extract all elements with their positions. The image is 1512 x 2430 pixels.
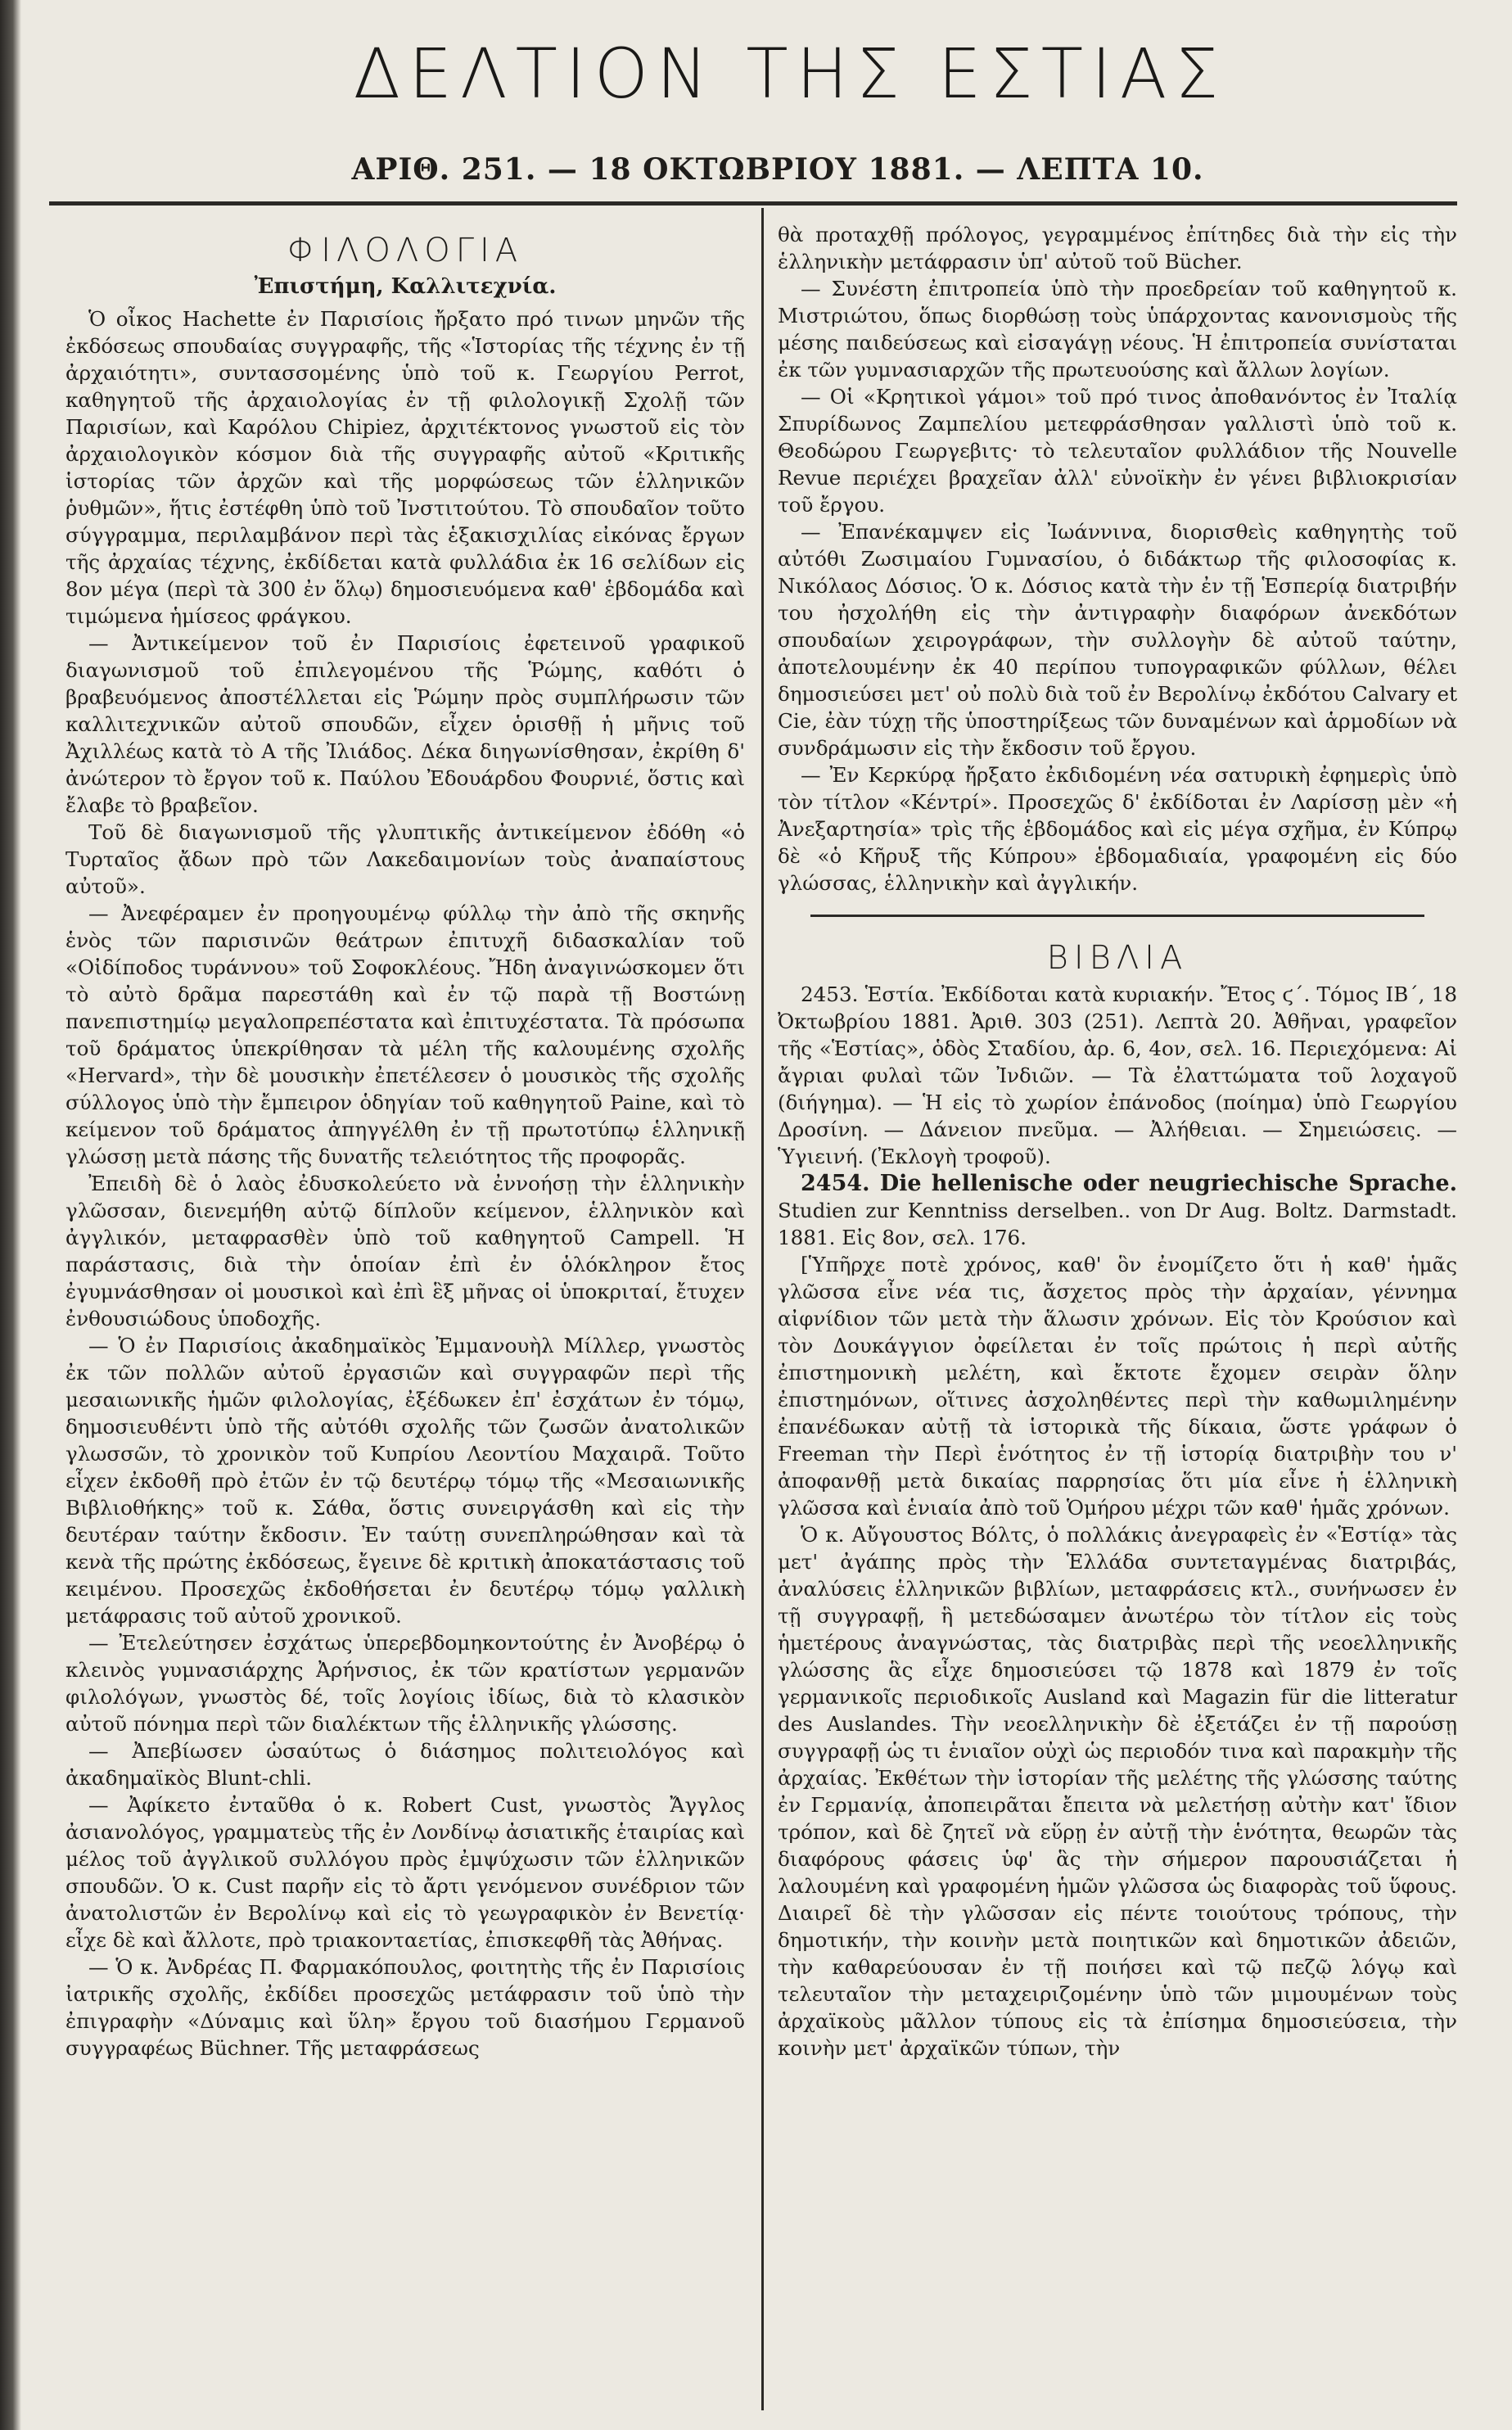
header-rule (49, 201, 1457, 206)
article-paragraph: — Ὁ ἐν Παρισίοις ἀκαδημαϊκὸς Ἐμμανουὴλ Μίλλερ, γνωστὸς ἐκ τῶν πολλῶν αὐτοῦ ἐργασιῶν καὶ συγγραφῶν περὶ τῆς μεσαιωνικῆς ἡμῶν φιλολογίας, ἐξέδωκεν ἐπ' ἐσχάτων ἐν τόμῳ, δημοσιευθέντι ὑπὸ τῆς αὐτόθι σχολῆς τῶν ζωσῶν ἀνατολικῶν γλωσσῶν, τὸ χρονικὸν τοῦ Κυπρίου Λεοντίου Μαχαιρᾶ. Τοῦτο εἶχεν ἐκδοθῆ πρὸ ἐτῶν ἐν τῷ δευτέρῳ τόμῳ τῆς «Μεσαιωνικῆς Βιβλιοθήκης» τοῦ κ. Σάθα, ὅστις συνειργάσθη καὶ εἰς τὴν δευτέραν ταύτην ἔκδοσιν. Ἐν ταύτῃ συνεπληρώθησαν καὶ τὰ κενὰ τῆς πρώτης ἐκδόσεως, ἔγεινε δὲ κριτικὴ ἀποκατάστασις τοῦ κειμένου. Προσεχῶς ἐκδοθήσεται ἐν δευτέρῳ τόμῳ γαλλικὴ μετάφρασις τοῦ αὐτοῦ χρονικοῦ. (65, 1334, 745, 1628)
article-paragraph: θὰ προταχθῇ πρόλογος, γεγραμμένος ἐπίτηδες διὰ τὴν εἰς τὴν ἑλληνικὴν μετάφρασιν ὑπ' αὐτοῦ τοῦ Bücher. (778, 223, 1457, 273)
section-heading-philology: ΦΙΛΟΛΟΓΙΑ (287, 232, 524, 269)
article-paragraph: Ὁ οἶκος Hachette ἐν Παρισίοις ἤρξατο πρό τινων μηνῶν τῆς ἐκδόσεως σπουδαίας συγγραφῆς, τῆς «Ἱστορίας τῆς τέχνης ἐν τῇ ἀρχαιότητι», συντασσομένης ὑπὸ τοῦ κ. Γεωργίου Perrot, καθηγητοῦ τῆς ἀρχαιολογίας ἐν τῇ φιλολογικῇ Σχολῇ τῶν Παρισίων, καὶ Καρόλου Chipiez, ἀρχιτέκτονος γνωστοῦ εἰς τὸν ἀρχαιολογικὸν κόσμον διὰ τῆς συγγραφῆς αὐτοῦ «Κριτικῆς ἱστορίας τῶν ἀρχῶν καὶ τῆς μορφώσεως τῶν ἑλληνικῶν ῥυθμῶν», ἥτις ἐστέφθη ὑπὸ τοῦ Ἰνστιτούτου. Τὸ σπουδαῖον τοῦτο σύγγραμμα, περιλαμβάνον περὶ τὰς ἑξακισχιλίας εἰκόνας ἔργων τῆς ἀρχαίας τέχνης, ἐκδίδεται κατὰ φυλλάδια ἐκ 16 σελίδων εἰς 8ον μέγα (περὶ τὰ 300 ἐν ὅλῳ) δημοσιευόμενα καθ' ἑβδομάδα καὶ τιμώμενα ἡμίσεος φράγκου. (65, 307, 745, 628)
article-paragraph: — Ἐτελεύτησεν ἐσχάτως ὑπερεβδομηκοντούτης ἐν Ἀνοβέρῳ ὁ κλεινὸς γυμνασιάρχης Ἀρήνσιος, ἐκ τῶν κρατίστων γερμανῶν φιλολόγων, γνωστὸς δέ, τοῖς λογίοις ἰδίως, διὰ τὸ κλασικὸν αὐτοῦ πόνημα περὶ τῶν διαλέκτων τῆς ἑλληνικῆς γλώσσης. (65, 1631, 745, 1736)
article-paragraph: Ἐπειδὴ δὲ ὁ λαὸς ἐδυσκολεύετο νὰ ἐννοήσῃ τὴν ἑλληνικὴν γλῶσσαν, διενεμήθη αὐτῷ δίπλοῦν κείμενον, ἑλληνικὸν καὶ ἀγγλικόν, μεταφρασθὲν ὑπὸ τοῦ καθηγητοῦ Campell. Ἡ παράστασις, διὰ τὴν ὁποίαν ἐπὶ ἐν ὁλόκληρον ἔτος ἐγυμνάσθησαν οἱ μουσικοὶ καὶ ἐπὶ ἓξ μῆνας οἱ ὑποκριταί, ἔτυχεν ἐνθουσιώδους ὑποδοχῆς. (65, 1172, 745, 1330)
article-paragraph: — Ἀπεβίωσεν ὡσαύτως ὁ διάσημος πολιτειολόγος καὶ ἀκαδημαϊκὸς Blunt-chli. (65, 1739, 745, 1790)
right-column (778, 221, 1457, 2391)
issue-line: ΑΡΙΘ. 251. — 18 ΟΚΤΩΒΡΙΟΥ 1881. — ΛΕΠΤΑ 10. (351, 152, 1204, 187)
article-paragraph: — Ἀνεφέραμεν ἐν προηγουμένῳ φύλλῳ τὴν ἀπὸ τῆς σκηνῆς ἑνὸς τῶν παρισινῶν θεάτρων ἐπιτυχῆ διδασκαλίαν τοῦ «Οἰδίποδος τυράννου» τοῦ Σοφοκλέους. Ἤδη ἀναγινώσκομεν ὅτι τὸ αὐτὸ δρᾶμα παρεστάθη καὶ ἐν τῷ παρὰ τῇ Βοστώνῃ πανεπιστημίῳ μεγαλοπρεπέστατα καὶ ἐπιτυχέστατα. Τὰ πρόσωπα τοῦ δράματος ὑπεκρίθησαν τὰ μέλη τῆς καλουμένης σχολῆς «Hervard», τὴν δὲ μουσικὴν ἐπετέλεσεν ὁ μουσικὸς τῆς σχολῆς σύλλογος ὑπὸ τὴν ἔμπειρον ὁδηγίαν τοῦ καθηγητοῦ Paine, καὶ τὸ κείμενον τοῦ δράματος ἀπηγγέλθη ἐν τῇ πρωτοτύπῳ ἑλληνικῇ γλώσσῃ μετὰ πάσης τῆς δυνατῆς τελειότητος τῆς προφορᾶς. (65, 901, 745, 1168)
article-paragraph: — Ἀντικείμενον τοῦ ἐν Παρισίοις ἐφετεινοῦ γραφικοῦ διαγωνισμοῦ τοῦ ἐπιλεγομένου τῆς Ῥώμης, καθότι ὁ βραβευόμενος ἀποστέλλεται εἰς Ῥώμην πρὸς συμπλήρωσιν τῶν καλλιτεχνικῶν αὐτοῦ σπουδῶν, εἶχεν ὁρισθῇ ἡ μῆνις τοῦ Ἀχιλλέως κατὰ τὸ Α τῆς Ἰλιάδος. Δέκα διηγωνίσθησαν, ἐκρίθη δ' ἀνώτερον τὸ ἔργον τοῦ κ. Παύλου Ἐδουάρδου Φουρνιέ, ὅστις καὶ ἔλαβε τὸ βραβεῖον. (65, 631, 745, 817)
column-divider (761, 208, 764, 2410)
article-paragraph: — Ἐπανέκαμψεν εἰς Ἰωάννινα, διορισθεὶς καθηγητὴς τοῦ αὐτόθι Ζωσιμαίου Γυμνασίου, ὁ διδάκτωρ τῆς φιλοσοφίας κ. Νικόλαος Δόσιος. Ὁ κ. Δόσιος κατὰ τὴν ἐν τῇ Ἑσπερίᾳ διατριβήν του ἠσχολήθη εἰς τὴν ἀντιγραφὴν διαφόρων ἀνεκδότων σπουδαίων χειρογράφων, τὴν συλλογὴν δὲ αὐτοῦ ταύτην, ἀποτελουμένην ἐκ 40 περίπου τυπογραφικῶν φύλλων, θέλει δημοσιεύσει μετ' οὐ πολὺ διὰ τοῦ ἐν Βερολίνῳ ἐκδότου Calvary et Cie, ἐὰν τύχῃ τῆς ὑποστηρίξεως τῶν δυναμένων καὶ ἁρμοδίων νὰ συνδράμωσιν εἰς τὴν ἔκδοσιν τοῦ ἔργου. (778, 520, 1457, 760)
section-separator (810, 915, 1424, 917)
article-paragraph: Ὁ κ. Αὔγουστος Βόλτς, ὁ πολλάκις ἀνεγραφεὶς ἐν «Ἑστίᾳ» τὰς μετ' ἀγάπης πρὸς τὴν Ἑλλάδα συντεταγμένας διατριβάς, ἀναλύσεις ἑλληνικῶν βιβλίων, μεταφράσεις κτλ., συνήνωσεν ἐν τῇ συγγραφῇ, ἣ μετεδώσαμεν ἀνωτέρω τὸν τίτλον εἰς τοὺς ἡμετέρους ἀναγνώστας, τὰς διατριβὰς περὶ τῆς νεοελληνικῆς γλώσσης ἃς εἶχε δημοσιεύσει τῷ 1878 καὶ 1879 ἐν τοῖς γερμανικοῖς περιοδικοῖς Ausland καὶ Magazin für die litteratur des Auslandes. Τὴν νεοελληνικὴν δὲ ἐξετάζει ἐν τῇ παρούσῃ συγγραφῇ ὡς τι ἑνιαῖον οὐχὶ ὡς περιοδόν τινα καὶ παρακμὴν τῆς ἀρχαίας. Ἐκθέτων τὴν ἱστορίαν τῆς μελέτης τῆς γλώσσης ταύτης ἐν Γερμανίᾳ, ἀποπειρᾶται ἔπειτα νὰ μελετήσῃ αὐτὴν κατ' ἴδιον τρόπον, καὶ δὲ ζητεῖ νὰ εὕρῃ ἐν αὐτῇ τὴν ἑνότητα, θεωρῶν τὰς διαφόρους φάσεις ὑφ' ἃς τὴν σήμερον παρουσιάζεται ἡ λαλουμένη καὶ γραφομένη ἡμῶν γλῶσσα ὡς διαφορὰς τοῦ ὕφους. Διαιρεῖ δὲ τὴν γλῶσσαν εἰς πέντε τοιούτους τρόπους, τὴν δημοτικήν, τὴν κοινὴν μετὰ ποιητικῶν καὶ δημοτικῶν ἀδειῶν, τὴν καθαρεύουσαν ἐν τῇ ποιήσει καὶ τῷ πεζῷ λόγῳ καὶ τελευταῖον τὴν μεταχειριζομένην ὑπὸ τῶν μιμουμένων τοὺς ἀρχαϊκοὺς μᾶλλον τύπους εἰς τὰ ἐπίσημα δημοσιεύσεια, τὴν κοινὴν μετ' ἀρχαϊκῶν τύπων, τὴν (778, 1523, 1457, 2060)
left-column (65, 221, 745, 2391)
article-paragraph: — Οἱ «Κρητικοὶ γάμοι» τοῦ πρό τινος ἀποθανόντος ἐν Ἰταλίᾳ Σπυρίδωνος Ζαμπελίου μετεφράσθησαν γαλλιστὶ ὑπὸ τοῦ κ. Θεοδώρου Γεωργεβιτς· τὸ τελευταῖον φυλλάδιον τῆς Nouvelle Revue περιέχει βραχεῖαν ἀλλ' εὐνοϊκὴν ἐν γένει βιβλιοκρισίαν τοῦ ἔργου. (778, 385, 1457, 517)
binding-edge (0, 0, 21, 2430)
article-paragraph: [Ὑπῆρχε ποτὲ χρόνος, καθ' ὃν ἐνομίζετο ὅτι ἡ καθ' ἡμᾶς γλῶσσα εἶνε νέα τις, ἄσχετος πρὸς τὴν ἀρχαίαν, γέννημα αἰφνίδιον τῶν μετὰ τὴν ἅλωσιν χρόνων. Εἰς τὸν Κρούσιον καὶ τὸν Δουκάγγιον ὀφείλεται ἐν τοῖς πρώτοις ἡ περὶ αὐτῆς ἐπιστημονικὴ μελέτη, καὶ ἔκτοτε ἔχομεν σειρὰν ὅλην ἐπιστημόνων, οἵτινες ἀσχοληθέντες περὶ τὴν καθωμιλημένην ἐπανέδωκαν αὐτῇ τὰ ἱστορικὰ τῆς δίκαια, ὥστε γράφων ὁ Freeman τὴν Περὶ ἑνότητος ἐν τῇ ἱστορίᾳ διατριβὴν του ν' ἀποφανθῇ μετὰ δικαίας παρρησίας ὅτι μία εἶνε ἡ ἑλληνικὴ γλῶσσα καὶ ἑνιαία ἀπὸ τοῦ Ὁμήρου μέχρι τῶν καθ' ἡμᾶς χρόνων. (778, 1253, 1457, 1520)
section-heading-books: ΒΙΒΛΙΑ (1046, 939, 1189, 977)
article-paragraph: — Ὁ κ. Ἀνδρέας Π. Φαρμακόπουλος, φοιτητὴς τῆς ἐν Παρισίοις ἰατρικῆς σχολῆς, ἐκδίδει προσεχῶς μετάφρασιν τοῦ ὑπὸ τὴν ἐπιγραφὴν «Δύναμις καὶ ὕλη» ἔργου τοῦ διασήμου Γερμανοῦ συγγραφέως Büchner. Τῆς μεταφράσεως (65, 1955, 745, 2060)
article-paragraph: Τοῦ δὲ διαγωνισμοῦ τῆς γλυπτικῆς ἀντικείμενον ἐδόθη «ὁ Τυρταῖος ᾄδων πρὸ τῶν Λακεδαιμονίων τοὺς ἀναπαίστους αὐτοῦ». (65, 820, 745, 898)
book-entry: 2453. Ἑστία. Ἐκδίδοται κατὰ κυριακήν. Ἔτος ϛ΄. Τόμος ΙΒ΄, 18 Ὀκτωβρίου 1881. Ἀριθ. 303 (251). Λεπτὰ 20. Ἀθῆναι, γραφεῖον τῆς «Ἑστίας», ὁδὸς Σταδίου, ἀρ. 6, 4ον, σελ. 16. Περιεχόμενα: Αἱ ἄγριαι φυλαὶ τῶν Ἰνδιῶν. — Τὰ ἐλαττώματα τοῦ λοχαγοῦ (διήγημα). — Ἡ εἰς τὸ χωρίον ἐπάνοδος (ποίημα) ὑπὸ Γεωργίου Δροσίνη. — Δάνειον πνεῦμα. — Ἀλήθειαι. — Σημειώσεις. — Ὑγιεινή. (Ἐκλογὴ τροφοῦ). (778, 982, 1457, 1168)
article-paragraph: — Ἐν Κερκύρᾳ ἤρξατο ἐκδιδομένη νέα σατυρικὴ ἐφημερὶς ὑπὸ τὸν τίτλον «Κέντρί». Προσεχῶς δ' ἐκδίδοται ἐν Λαρίσσῃ μὲν «ἡ Ἀνεξαρτησία» τρὶς τῆς ἑβδομάδος καὶ εἰς μέγα σχῆμα, ἐν Κύπρῳ δὲ «ὁ Κῆρυξ τῆς Κύπρου» ἑβδομαδιαία, γραφομένη εἰς δύο γλώσσας, ἑλληνικὴν καὶ ἀγγλικήν. (778, 763, 1457, 895)
article-paragraph: — Συνέστη ἐπιτροπεία ὑπὸ τὴν προεδρείαν τοῦ καθηγητοῦ κ. Μιστριώτου, ὅπως διορθώσῃ τοὺς ὑπάρχοντας κανονισμοὺς τῆς μέσης παιδεύσεως καὶ εἰσαγάγῃ νέους. Ἡ ἐπιτροπεία συνίσταται ἐκ τῶν γυμνασιαρχῶν τῆς πρωτευούσης καὶ ἄλλων λογίων. (778, 277, 1457, 382)
book-title: 2454. Die hellenische oder neugriechische Sprache. (801, 1171, 1457, 1196)
book-entry (778, 1170, 1457, 1251)
book-details: Studien zur Kenntniss derselben.. von Dr Aug. Boltz. Darmstadt. 1881. Εἰς 8ον, σελ. 176. (778, 1199, 1457, 1249)
article-paragraph: — Ἀφίκετο ἐνταῦθα ὁ κ. Robert Cust, γνωστὸς Ἄγγλος ἀσιανολόγος, γραμματεὺς τῆς ἐν Λονδίνῳ ἀσιατικῆς ἑταιρίας καὶ μέλος τοῦ ἀγγλικοῦ συλλόγου πρὸς ἐμψύχωσιν τῶν ἑλληνικῶν σπουδῶν. Ὁ κ. Cust παρῆν εἰς τὸ ἄρτι γενόμενον συνέδριον τῶν ἀνατολιστῶν ἐν Βερολίνῳ καὶ εἰς τὸ γεωγραφικὸν ἐν Βενετίᾳ· εἶχε δὲ καὶ ἄλλοτε, πρὸ τριακονταετίας, ἐπισκεφθῆ τὰς Ἀθήνας. (65, 1793, 745, 1952)
section-subheading: Ἐπιστήμη, Καλλιτεχνία. (254, 274, 557, 299)
masthead: ΔΕΛΤΙΟΝ ΤΗΣ ΕΣΤΙΑΣ (353, 34, 1227, 114)
